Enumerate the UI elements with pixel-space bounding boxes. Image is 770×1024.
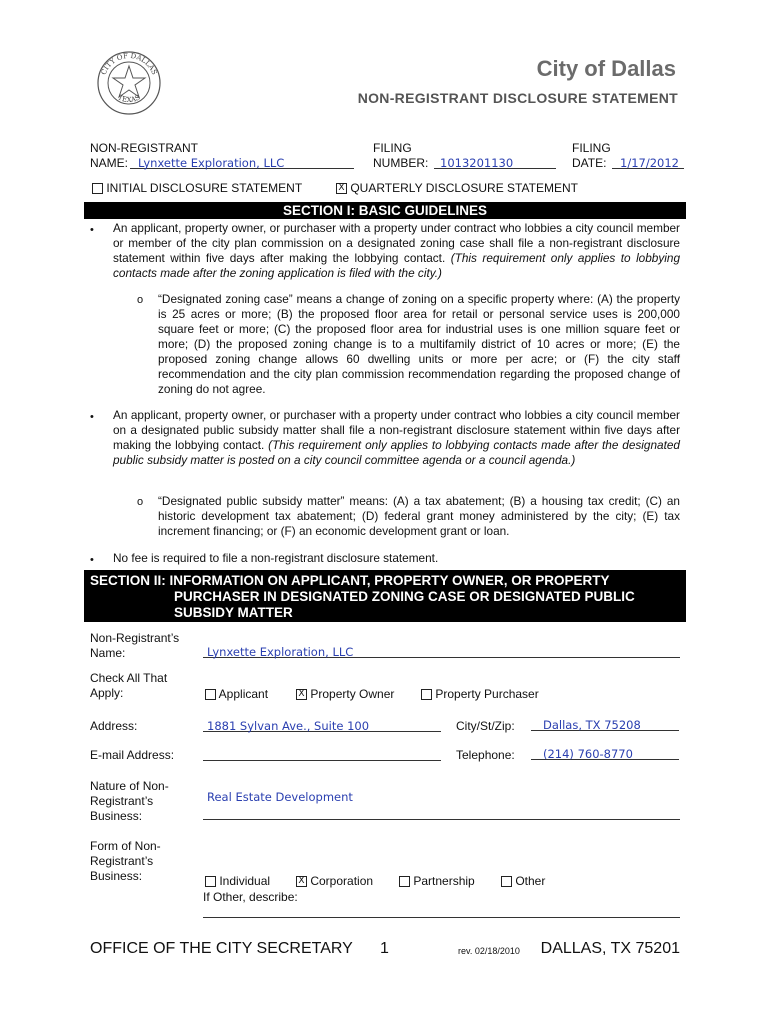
section2-title-line2: PURCHASER IN DESIGNATED ZONING CASE OR DESIGNATED PUBLIC — [174, 589, 635, 604]
nature-field[interactable] — [203, 805, 680, 820]
svg-text:CITY OF DALLAS — [100, 52, 159, 76]
check-apply-label-1: Check All That — [90, 671, 168, 685]
nonregistrant-name-label-1: NON-REGISTRANT — [90, 141, 198, 155]
city-st-zip-value: Dallas, TX 75208 — [543, 718, 641, 732]
address-value: 1881 Sylvan Ave., Suite 100 — [207, 719, 370, 733]
filing-date-label-1: FILING — [572, 141, 611, 155]
form-label-1: Form of Non- — [90, 839, 161, 853]
individual-checkbox[interactable] — [205, 876, 216, 887]
property-owner-checkbox[interactable]: X — [296, 689, 307, 700]
applicant-checkbox[interactable] — [205, 689, 216, 700]
guideline-1-italic: (This requirement only applies to lobbying contacts made after the zoning application is filed with the city.) — [113, 251, 681, 280]
property-purchaser-option[interactable] — [421, 687, 539, 701]
s2-name-field[interactable] — [203, 643, 680, 658]
telephone-label: Telephone: — [456, 748, 515, 762]
nature-label-3: Business: — [90, 809, 143, 823]
property-owner-option[interactable] — [296, 687, 394, 701]
telephone-field[interactable] — [531, 745, 679, 760]
other-label: Other — [515, 874, 546, 888]
nonregistrant-name-label-2: NAME: — [90, 156, 129, 170]
section2-title-line1: SECTION II: INFORMATION ON APPLICANT, PROPERTY OWNER, OR PROPERTY — [90, 573, 610, 588]
bullet-3-marker: • — [90, 554, 94, 566]
seal-top-text: CITY OF DALLAS — [99, 51, 159, 77]
filing-number-label-1: FILING — [373, 141, 412, 155]
applicant-option[interactable] — [205, 687, 268, 701]
section1-heading: SECTION I: BASIC GUIDELINES — [84, 202, 686, 219]
initial-label: INITIAL DISCLOSURE STATEMENT — [106, 181, 303, 195]
guideline-2 — [113, 408, 680, 468]
city-st-zip-field[interactable] — [531, 716, 679, 731]
bullet-2-marker: • — [90, 411, 94, 423]
city-st-zip-label: City/St/Zip: — [456, 719, 515, 733]
filing-date-value: 1/17/2012 — [620, 156, 679, 170]
if-other-field[interactable] — [203, 903, 680, 918]
footer-revision: rev. 02/18/2010 — [458, 946, 520, 956]
s2-name-label-1: Non-Registrant’s — [90, 631, 180, 645]
individual-label: Individual — [219, 874, 271, 888]
bullet-1-marker: • — [90, 224, 94, 236]
nature-label-2: Registrant’s — [90, 794, 154, 808]
nonregistrant-name-field[interactable] — [130, 154, 354, 169]
quarterly-disclosure-option[interactable] — [336, 181, 578, 195]
nature-label-1: Nature of Non- — [90, 779, 169, 793]
property-owner-label: Property Owner — [310, 687, 395, 701]
section2-heading — [84, 570, 686, 622]
partnership-label: Partnership — [413, 874, 475, 888]
sub-1-marker: o — [137, 294, 144, 306]
filing-number-label-2: NUMBER: — [373, 156, 429, 170]
initial-checkbox[interactable] — [92, 183, 103, 194]
s2-name-label-2: Name: — [90, 646, 126, 660]
footer-office: OFFICE OF THE CITY SECRETARY — [90, 940, 353, 957]
corporation-label: Corporation — [310, 874, 374, 888]
individual-option[interactable] — [205, 874, 270, 888]
guideline-1 — [113, 221, 680, 281]
telephone-value: (214) 760-8770 — [543, 747, 633, 761]
other-option[interactable] — [501, 874, 545, 888]
form-label-3: Business: — [90, 869, 143, 883]
sub-2-marker: o — [137, 496, 144, 508]
city-title: City of Dallas — [536, 56, 676, 81]
partnership-option[interactable] — [399, 874, 475, 888]
s2-name-value: Lynxette Exploration, LLC — [207, 645, 354, 659]
initial-disclosure-option[interactable] — [92, 181, 302, 195]
quarterly-label: QUARTERLY DISCLOSURE STATEMENT — [350, 181, 578, 195]
footer-city: DALLAS, TX 75201 — [540, 940, 680, 957]
property-purchaser-label: Property Purchaser — [435, 687, 539, 701]
property-purchaser-checkbox[interactable] — [421, 689, 432, 700]
address-field[interactable] — [203, 717, 441, 732]
designated-subsidy-definition: “Designated public subsidy matter” means: (A) a tax abatement; (B) a housing tax credit; (C) an historic development tax abatement; (D) federal grant money administered by the city; (E) tax increment financing; or (F) an economic development grant or loan. — [158, 494, 680, 538]
guideline-2-italic: (This requirement only applies to lobbying contacts made after the designated public subsidy matter is posted on a city council committee agenda or a council agenda.) — [113, 438, 680, 467]
document-title: NON-REGISTRANT DISCLOSURE STATEMENT — [357, 90, 678, 106]
city-seal — [96, 50, 162, 116]
guideline-1-text: An applicant, property owner, or purchaser with a property under contract who lobbies a city council member or member of the city plan commission on a designated zoning case shall file a non-registrant disclosure statement within five days after making the lobbying contact. — [113, 221, 680, 265]
footer-page-number: 1 — [380, 940, 389, 957]
nonregistrant-name-value: Lynxette Exploration, LLC — [138, 156, 285, 170]
seal-bottom-text: TEXAS — [116, 93, 142, 105]
filing-date-label-2: DATE: — [572, 156, 607, 170]
filing-number-value: 1013201130 — [440, 156, 514, 170]
other-checkbox[interactable] — [501, 876, 512, 887]
email-field[interactable] — [203, 746, 441, 761]
filing-date-field[interactable] — [612, 154, 684, 169]
nature-value: Real Estate Development — [207, 790, 353, 804]
section2-title-line3: SUBSIDY MATTER — [174, 605, 293, 620]
applicant-label: Applicant — [218, 687, 269, 701]
designated-zoning-definition: “Designated zoning case” means a change of zoning on a specific property where: (A) the property is 25 acres or more; (B) the proposed floor area for retail or personal service uses is 200,000 square feet or more; (C) the proposed floor area for industrial uses is one million square feet or more; (D) the proposed zoning change is to a multifamily district of 10 acres or more; (E) the proposed zoning change allows 60 dwelling units or more per acre; or (F) the city staff recommendation and the city plan commission recommendation regarding the proposed change of zoning do not agree. — [158, 292, 680, 396]
partnership-checkbox[interactable] — [399, 876, 410, 887]
form-label-2: Registrant’s — [90, 854, 154, 868]
nature-value-wrap — [207, 788, 353, 806]
address-label: Address: — [90, 719, 138, 733]
corporation-checkbox[interactable]: X — [296, 876, 307, 887]
if-other-label: If Other, describe: — [203, 890, 298, 904]
email-label: E-mail Address: — [90, 748, 175, 762]
corporation-option[interactable] — [296, 874, 373, 888]
guideline-2-text: An applicant, property owner, or purchaser with a property under contract who lobbies a city council member on a designated public subsidy matter shall file a non-registrant disclosure statement within five days after making the lobbying contact. — [113, 408, 680, 452]
quarterly-checkbox[interactable]: X — [336, 183, 347, 194]
check-apply-label-2: Apply: — [90, 686, 124, 700]
guideline-3: No fee is required to file a non-registrant disclosure statement. — [113, 551, 439, 565]
filing-number-field[interactable] — [434, 154, 556, 169]
